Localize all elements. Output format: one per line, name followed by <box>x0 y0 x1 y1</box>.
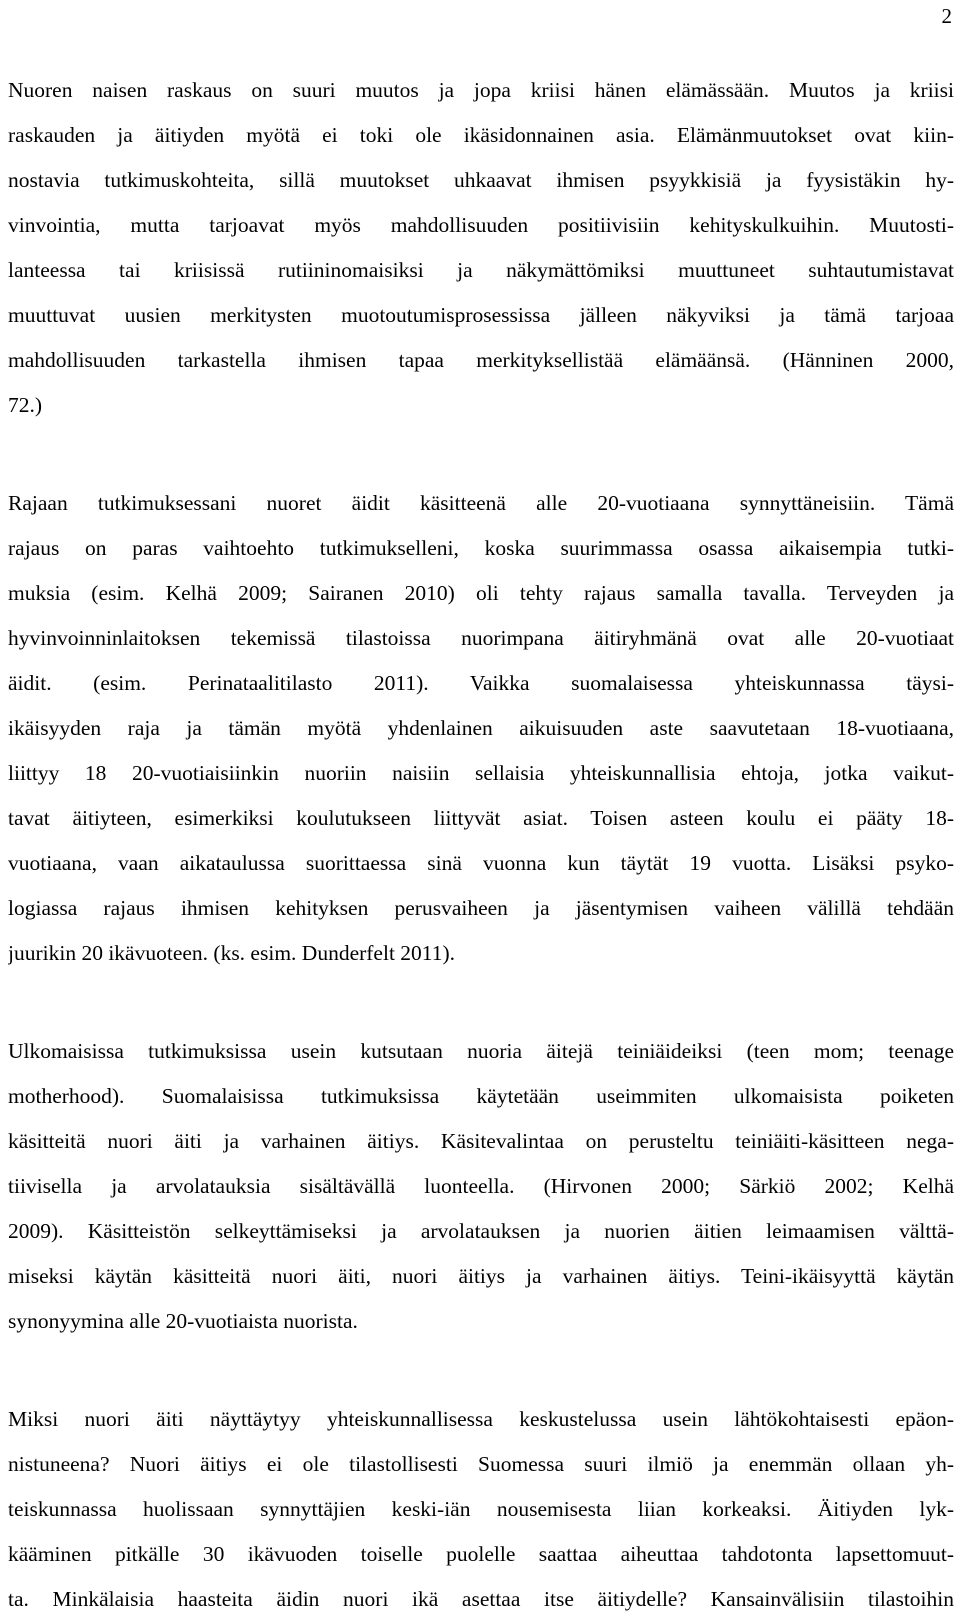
text-line: teiskunnassa huolissaan synnyttäjien keski-iän nousemisesta liian korkeaksi. Äitiyden lyk- <box>8 1497 954 1521</box>
paragraph-young-motherhood-crisis <box>8 68 954 428</box>
text-line: hyvinvoinninlaitoksen tekemissä tilastoissa nuorimpana äitiryhmänä ovat alle 20-vuotiaat <box>8 626 954 650</box>
text-line: juurikin 20 ikävuoteen. (ks. esim. Dunderfelt 2011). <box>8 941 456 965</box>
text-line: 2009). Käsitteistön selkeyttämiseksi ja arvolatauksen ja nuorien äitien leimaamisen välttä- <box>8 1219 954 1243</box>
text-line: rajaus on paras vaihtoehto tutkimukselleni, koska suurimmassa osassa aikaisempia tutki- <box>8 536 954 560</box>
paragraph-spacer <box>8 428 954 481</box>
text-line: lanteessa tai kriisissä rutiininomaisiksi ja näkymättömiksi muuttuneet suhtautumistavat <box>8 258 954 282</box>
text-line: nostavia tutkimuskohteita, sillä muutokset uhkaavat ihmisen psyykkisiä ja fyysistäkin hy- <box>8 168 954 192</box>
paragraph-societal-discussion <box>8 1397 954 1622</box>
text-line: Rajaan tutkimuksessani nuoret äidit käsitteenä alle 20-vuotiaana synnyttäneisiin. Tämä <box>8 491 954 515</box>
text-line: ikäisyyden raja ja tämän myötä yhdenlainen aikuisuuden aste saavutetaan 18-vuotiaana, <box>8 716 954 740</box>
document-body <box>8 68 954 1622</box>
text-line: Nuoren naisen raskaus on suuri muutos ja jopa kriisi hänen elämässään. Muutos ja kriisi <box>8 78 954 102</box>
text-line: vinvointia, mutta tarjoavat myös mahdollisuuden positiivisiin kehityskulkuihin. Muutosti- <box>8 213 954 237</box>
paragraph-spacer <box>8 976 954 1029</box>
text-line: synonyymina alle 20-vuotiaista nuorista. <box>8 1309 358 1333</box>
text-line: nistuneena? Nuori äitiys ei ole tilastollisesti Suomessa suuri ilmiö ja enemmän ollaan yh- <box>8 1452 954 1476</box>
text-line: Miksi nuori äiti näyttäytyy yhteiskunnallisessa keskustelussa usein lähtökohtaisesti epäon- <box>8 1407 954 1431</box>
text-line: tiivisella ja arvolatauksia sisältävällä luonteella. (Hirvonen 2000; Särkiö 2002; Kelhä <box>8 1174 954 1198</box>
paragraph-spacer <box>8 1344 954 1397</box>
text-line: logiassa rajaus ihmisen kehityksen perusvaiheen ja jäsentymisen vaiheen välillä tehdään <box>8 896 954 920</box>
text-line: kääminen pitkälle 30 ikävuoden toiselle puolelle saattaa aiheuttaa tahdotonta lapsettomuut- <box>8 1542 954 1566</box>
paragraph-age-definition <box>8 481 954 976</box>
text-line: äidit. (esim. Perinataalitilasto 2011). Vaikka suomalaisessa yhteiskunnassa täysi- <box>8 671 954 695</box>
text-line: miseksi käytän käsitteitä nuori äiti, nuori äitiys ja varhainen äitiys. Teini-ikäisyyttä käytän <box>8 1264 954 1288</box>
text-line: vuotiaana, vaan aikataulussa suorittaessa sinä vuonna kun täytät 19 vuotta. Lisäksi psyko- <box>8 851 954 875</box>
text-line: ta. Minkälaisia haasteita äidin nuori ikä asettaa itse äitiydelle? Kansainvälisiin tilastoihin <box>8 1587 954 1611</box>
text-line: raskauden ja äitiyden myötä ei toki ole ikäsidonnainen asia. Elämänmuutokset ovat kiin- <box>8 123 954 147</box>
paragraph-terminology <box>8 1029 954 1344</box>
text-line: tavat äitiyteen, esimerkiksi koulutukseen liittyvät asiat. Toisen asteen koulu ei pääty 18- <box>8 806 954 830</box>
text-line: mahdollisuuden tarkastella ihmisen tapaa merkityksellistää elämäänsä. (Hänninen 2000, <box>8 348 954 372</box>
text-line: muksia (esim. Kelhä 2009; Sairanen 2010) oli tehty rajaus samalla tavalla. Terveyden ja <box>8 581 954 605</box>
text-line: Ulkomaisissa tutkimuksissa usein kutsutaan nuoria äitejä teiniäideiksi (teen mom; teenage <box>8 1039 954 1063</box>
text-line: motherhood). Suomalaisissa tutkimuksissa käytetään useimmiten ulkomaisista poiketen <box>8 1084 954 1108</box>
text-line: 72.) <box>8 393 43 417</box>
text-line: liittyy 18 20-vuotiaisiinkin nuoriin naisiin sellaisia yhteiskunnallisia ehtoja, jotka vaikut- <box>8 761 954 785</box>
page-number: 2 <box>941 4 952 28</box>
text-line: muuttuvat uusien merkitysten muotoutumisprosessissa jälleen näkyviksi ja tämä tarjoaa <box>8 303 954 327</box>
text-line: käsitteitä nuori äiti ja varhainen äitiys. Käsitevalintaa on perusteltu teiniäiti-käsitteen nega- <box>8 1129 954 1153</box>
